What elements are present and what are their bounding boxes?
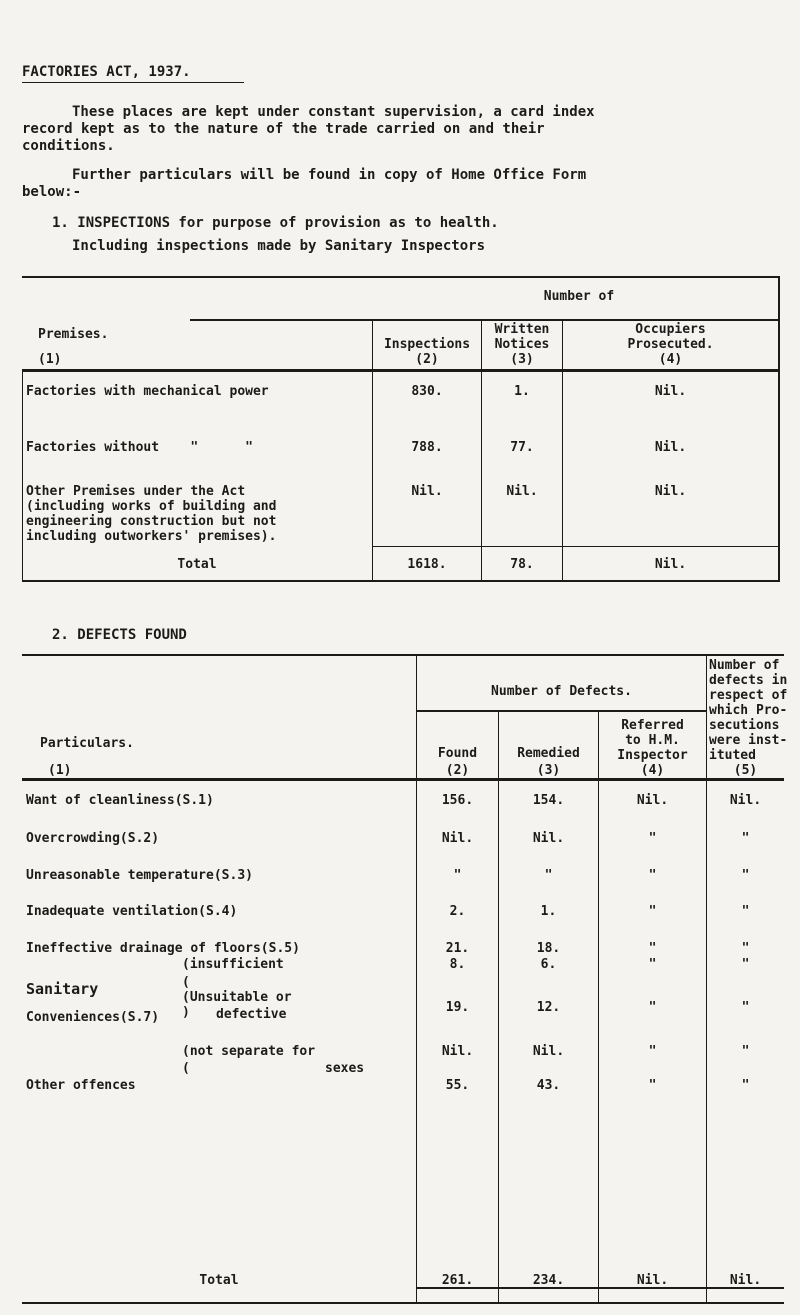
t2-sanitary-label: Conveniences(S.7) <box>26 1010 160 1025</box>
t1-row-label: Other Premises under the Act <box>26 484 246 499</box>
t1-cell: Nil. <box>654 384 687 399</box>
para2-line1: Further particulars will be found in copy of Home Office Form <box>72 167 587 183</box>
t2-cell: " <box>648 904 657 919</box>
t1-col-occupiers-num: (4) <box>658 352 683 367</box>
t2-cell: " <box>544 868 553 883</box>
t2-cell: 19. <box>445 1000 470 1015</box>
t1-cell: 77. <box>510 440 534 455</box>
t2-cell: 43. <box>536 1078 561 1093</box>
t2-cell: " <box>648 1044 657 1059</box>
t2-total-label: Total <box>199 1273 239 1288</box>
t2-total-cell: Nil. <box>636 1273 669 1288</box>
t2-row-label: Ineffective drainage of floors(S.5) <box>26 941 300 956</box>
t2-col-particulars: Particulars. <box>40 736 134 751</box>
para1-line2: record kept as to the nature of the trade carried on and their <box>22 121 545 137</box>
t2-row-label: Inadequate ventilation(S.4) <box>26 904 238 919</box>
t2-col-pros-5: secutions <box>709 718 780 733</box>
t2-cell: 18. <box>536 941 561 956</box>
t2-col-referred-2: to H.M. <box>625 733 680 748</box>
t2-row-label: Other offences <box>26 1078 136 1093</box>
t2-cell: 55. <box>445 1078 470 1093</box>
t1-cell: 1. <box>514 384 530 399</box>
t2-cell: " <box>648 1078 657 1093</box>
t2-cell: " <box>741 1000 750 1015</box>
para1-line3: conditions. <box>22 138 115 154</box>
t2-col-pros-1: Number of <box>709 658 780 673</box>
para2-line2: below:- <box>22 184 82 200</box>
page-heading: FACTORIES ACT, 1937. <box>22 64 191 80</box>
t2-cell: 21. <box>445 941 470 956</box>
para1-line1: These places are kept under constant supervision, a card index <box>72 104 595 120</box>
t1-row-label: including outworkers' premises). <box>26 529 277 544</box>
t2-cell: " <box>741 904 750 919</box>
t1-col-notices-2: Notices <box>494 337 550 352</box>
t1-row-label: engineering construction but not <box>26 514 277 529</box>
t2-col-referred-num: (4) <box>640 763 665 778</box>
t1-total-cell: Nil. <box>654 557 687 572</box>
t1-col-inspections: Inspections <box>383 337 471 352</box>
t2-cell: 8. <box>449 957 466 972</box>
t2-cell: Nil. <box>532 1044 565 1059</box>
t2-cell: Nil. <box>441 1044 474 1059</box>
t1-row-label: Factories without " " <box>26 440 253 455</box>
t2-cell: " <box>648 1000 657 1015</box>
t2-col-referred-3: Inspector <box>617 748 688 763</box>
t2-group-header: Number of Defects. <box>491 684 632 699</box>
t2-col-referred-1: Referred <box>621 718 684 733</box>
t2-col-found-num: (2) <box>445 763 470 778</box>
t2-cell: " <box>741 1044 750 1059</box>
t2-cell: " <box>648 941 657 956</box>
t2-row-label: (Unsuitable or <box>182 990 292 1005</box>
t2-total-cell: 234. <box>532 1273 565 1288</box>
t1-col-premises-num: (1) <box>38 352 62 367</box>
t2-col-pros-num: (5) <box>733 763 758 778</box>
t2-col-pros-4: which Pro- <box>709 703 788 718</box>
t1-total-cell: 1618. <box>407 557 447 572</box>
t1-group-header: Number of <box>543 289 615 304</box>
t2-cell: 6. <box>540 957 557 972</box>
t2-cell: " <box>648 868 657 883</box>
t2-col-remedied-num: (3) <box>536 763 561 778</box>
t1-row-label: (including works of building and <box>26 499 277 514</box>
section1-subtitle: Including inspections made by Sanitary Inspectors <box>72 238 486 254</box>
t2-cell: Nil. <box>636 793 669 808</box>
t2-cell: Nil. <box>441 831 474 846</box>
t2-cell: Nil. <box>532 831 565 846</box>
t2-col-pros-2: defects in <box>709 673 788 688</box>
t1-cell: Nil. <box>654 484 687 499</box>
t1-col-notices-1: Written <box>494 322 550 337</box>
t2-bracket: ( <box>182 1061 190 1076</box>
t1-row-label: Factories with mechanical power <box>26 384 269 399</box>
t1-total-cell: 78. <box>510 557 534 572</box>
t2-col-pros-7: ituted <box>709 748 756 763</box>
t1-cell: 788. <box>411 440 443 455</box>
t2-col-found: Found <box>437 746 478 761</box>
t1-cell: Nil. <box>411 484 443 499</box>
t2-cell: 12. <box>536 1000 561 1015</box>
t1-total-label: Total <box>177 557 217 572</box>
t2-cell: " <box>648 957 657 972</box>
t2-row-label: (not separate for <box>182 1044 316 1059</box>
t2-cell: " <box>741 831 750 846</box>
t2-cell: 154. <box>532 793 565 808</box>
t1-cell: Nil. <box>654 440 687 455</box>
section1-title: 1. INSPECTIONS for purpose of provision as to health. <box>52 215 499 231</box>
t2-row-label: Want of cleanliness(S.1) <box>26 793 214 808</box>
t2-row-label: Overcrowding(S.2) <box>26 831 160 846</box>
t2-col-remedied: Remedied <box>517 746 580 761</box>
t2-col-pros-6: were inst- <box>709 733 788 748</box>
t2-cell: 1. <box>540 904 557 919</box>
t2-cell: Nil. <box>729 793 762 808</box>
t2-cell: 2. <box>449 904 466 919</box>
t2-bracket: ) <box>182 1005 190 1020</box>
t1-col-inspections-num: (2) <box>415 352 439 367</box>
t2-cell: " <box>741 941 750 956</box>
t2-col-particulars-num: (1) <box>48 763 72 778</box>
section2-title: 2. DEFECTS FOUND <box>52 627 187 643</box>
t2-total-cell: Nil. <box>729 1273 762 1288</box>
t2-sanitary-label: Sanitary <box>26 980 99 998</box>
t2-cell: " <box>741 957 750 972</box>
t2-col-pros-3: respect of <box>709 688 788 703</box>
t2-row-label: Unreasonable temperature(S.3) <box>26 868 253 883</box>
t2-bracket: ( <box>182 975 190 990</box>
t2-cell: " <box>648 831 657 846</box>
t1-col-occupiers-2: Prosecuted. <box>627 337 714 352</box>
t2-row-label: (insufficient <box>182 957 284 972</box>
t1-cell: Nil. <box>506 484 538 499</box>
t2-cell: " <box>741 1078 750 1093</box>
t2-row-label: defective <box>216 1007 287 1022</box>
t2-row-label: sexes <box>325 1061 365 1076</box>
t2-cell: 156. <box>441 793 474 808</box>
t2-cell: " <box>453 868 462 883</box>
t2-total-cell: 261. <box>441 1273 474 1288</box>
t2-cell: " <box>741 868 750 883</box>
t1-col-occupiers-1: Occupiers <box>635 322 706 337</box>
heading-underline <box>22 82 244 83</box>
t1-col-notices-num: (3) <box>510 352 534 367</box>
t1-cell: 830. <box>411 384 443 399</box>
t1-col-premises: Premises. <box>38 327 109 342</box>
